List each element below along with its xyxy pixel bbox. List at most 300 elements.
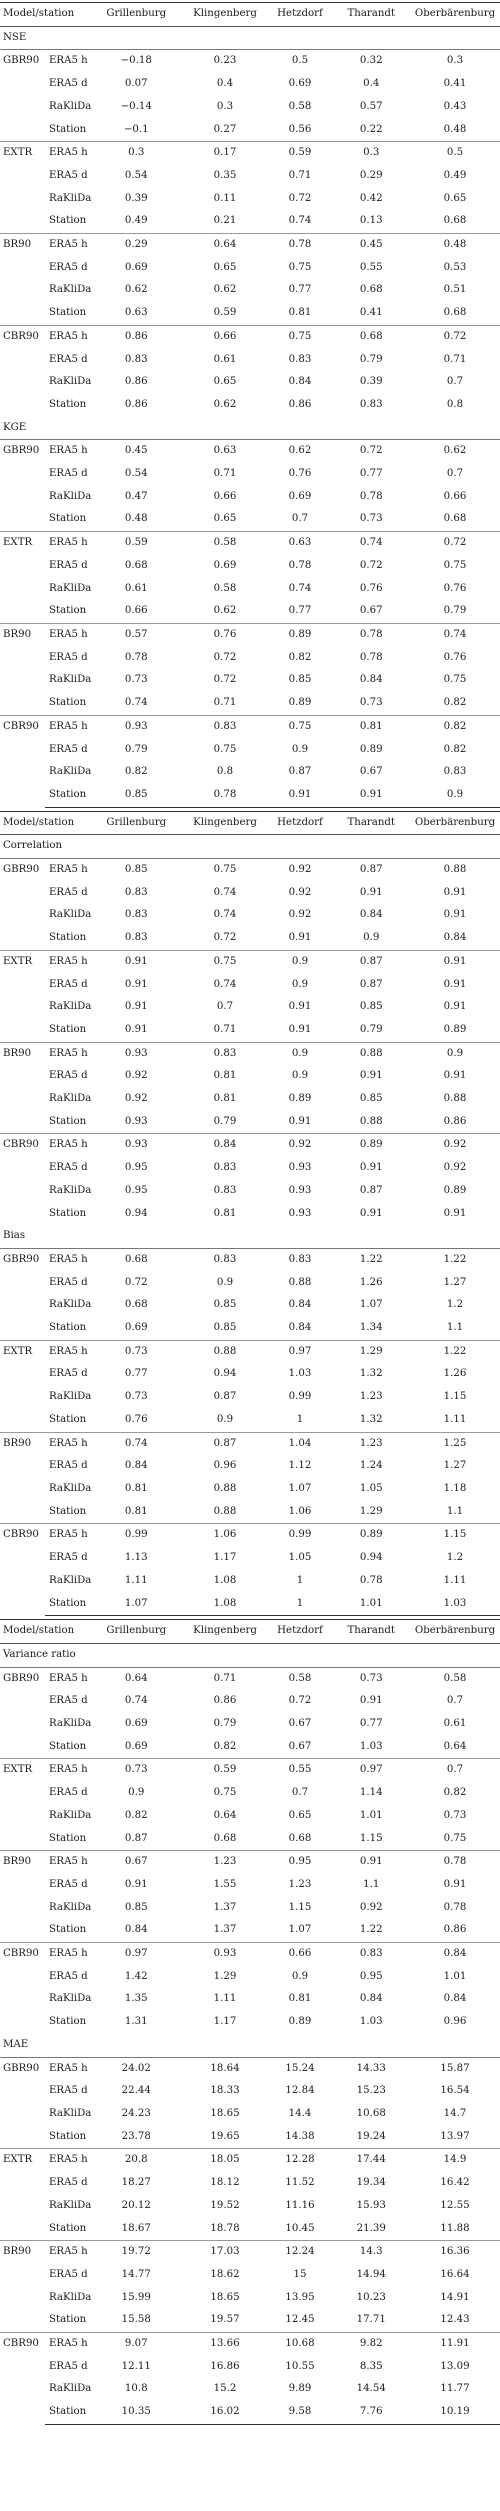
data-source: ERA5 h [45, 2241, 90, 2264]
value-cell: 20.12 [121, 2199, 151, 2211]
section-row [0, 835, 500, 859]
value-cell: 0.91 [359, 1207, 383, 1219]
value-cell: 1.22 [410, 1340, 500, 1363]
value-cell: 0.78 [124, 651, 148, 663]
header-station-name: Tharandt [333, 811, 411, 835]
value-cell: 0.84 [288, 1322, 312, 1334]
value-cell: 1.12 [288, 1460, 312, 1472]
value-cell: 0.48 [124, 513, 148, 525]
value-cell: 0.84 [359, 674, 383, 686]
model-name: GBR90 [3, 445, 40, 457]
value-cell: 1 [296, 1413, 304, 1425]
value-cell: 0.88 [213, 1483, 237, 1494]
model-name: GBR90 [3, 864, 40, 876]
value-cell: 15.87 [440, 2062, 470, 2074]
data-source: RaKliDa [49, 1901, 92, 1913]
data-source: Station [49, 1832, 87, 1844]
data-source: ERA5 h [49, 864, 88, 876]
value-cell: 0.65 [443, 192, 467, 204]
value-cell: 18.05 [183, 2149, 268, 2172]
value-cell: 24.23 [121, 2107, 151, 2119]
table-row [0, 927, 500, 950]
value-cell: 1.15 [410, 1524, 500, 1547]
value-cell: 1.03 [410, 1593, 500, 1616]
table-row [0, 394, 500, 417]
value-cell: 0.9 [268, 950, 333, 973]
value-cell: 0.89 [268, 623, 333, 646]
value-cell: 0.65 [213, 376, 237, 388]
value-cell: 0.89 [443, 1023, 467, 1035]
value-cell: 1.2 [446, 1299, 464, 1311]
value-cell: 0.9 [216, 1276, 234, 1288]
value-cell: 0.95 [124, 1162, 148, 1174]
value-cell: 0.77 [359, 1718, 383, 1730]
value-cell: 1.37 [213, 1901, 237, 1913]
table-row [0, 142, 500, 165]
value-cell: 0.22 [359, 123, 383, 135]
value-cell: 0.93 [124, 1115, 148, 1127]
header-station-name: Tharandt [333, 1620, 411, 1644]
value-cell: 0.81 [124, 1505, 148, 1517]
value-cell: 0.82 [213, 1740, 237, 1752]
value-cell: 0.92 [443, 1162, 467, 1174]
value-cell: 0.68 [213, 1832, 237, 1844]
value-cell: 0.57 [359, 100, 383, 112]
data-source: ERA5 h [45, 234, 90, 257]
value-cell: 0.83 [124, 886, 148, 898]
value-cell: 0.83 [213, 1253, 237, 1265]
value-cell: 0.91 [443, 1070, 467, 1082]
data-source: RaKliDa [49, 192, 92, 204]
value-cell: 16.02 [183, 2401, 268, 2424]
value-cell: 12.45 [285, 2314, 315, 2326]
value-cell: 0.68 [443, 513, 467, 525]
value-cell: 14.9 [410, 2149, 500, 2172]
value-cell: 0.69 [124, 1740, 148, 1752]
value-cell: 13.97 [440, 2130, 470, 2142]
value-cell: 1.29 [333, 1340, 411, 1363]
value-cell: 0.84 [288, 1299, 312, 1311]
model-name: GBR90 [3, 1253, 40, 1265]
value-cell: 1.01 [359, 1809, 383, 1821]
data-source: RaKliDa [49, 766, 92, 778]
header-station-name: Tharandt [333, 3, 411, 27]
value-cell: 0.93 [288, 1184, 312, 1196]
value-cell: 0.7 [216, 1001, 234, 1013]
value-cell: 0.55 [268, 1759, 333, 1782]
value-cell: 14.77 [121, 2268, 151, 2280]
value-cell: 9.89 [288, 2383, 312, 2395]
table-row [0, 859, 500, 882]
value-cell: 0.86 [443, 1924, 467, 1936]
value-cell: 0.23 [213, 55, 237, 67]
value-cell: 1.29 [213, 1970, 237, 1982]
value-cell: 0.56 [288, 123, 312, 135]
value-cell: 0.4 [363, 78, 380, 90]
value-cell: 0.79 [443, 605, 467, 617]
value-cell: 0.54 [124, 169, 148, 181]
value-cell: 19.24 [356, 2130, 386, 2142]
value-cell: 0.3 [216, 100, 234, 112]
table-row [0, 1455, 500, 1478]
value-cell: 0.69 [124, 1718, 148, 1730]
table-row [0, 1134, 500, 1157]
table-row [0, 669, 500, 692]
value-cell: 0.49 [124, 215, 148, 227]
table-row [0, 2287, 500, 2310]
value-cell: 1.15 [288, 1901, 312, 1913]
header-station-name: Oberbärenburg [410, 3, 500, 27]
table-row [0, 2309, 500, 2332]
table-row [0, 1713, 500, 1736]
value-cell: 14.54 [356, 2383, 386, 2395]
value-cell: 0.95 [124, 1184, 148, 1196]
value-cell: 0.69 [288, 490, 312, 502]
data-source: Station [49, 697, 87, 709]
value-cell: 0.39 [124, 192, 148, 204]
value-cell: 1.11 [443, 1413, 467, 1425]
section-title: Correlation [0, 835, 500, 859]
value-cell: 1.27 [443, 1460, 467, 1472]
value-cell: 0.7 [291, 513, 309, 525]
data-source: ERA5 d [49, 1460, 88, 1472]
table-row [0, 1690, 500, 1713]
value-cell: 0.72 [359, 445, 383, 457]
value-cell: 0.91 [124, 978, 148, 990]
value-cell: 0.61 [124, 582, 148, 594]
value-cell: 0.74 [288, 582, 312, 594]
table-row [0, 73, 500, 96]
header-model-station: Model/station [0, 811, 90, 835]
value-cell: 0.61 [213, 353, 237, 365]
section-row [0, 417, 500, 440]
value-cell: 0.87 [288, 766, 312, 778]
value-cell: 17.03 [183, 2241, 268, 2264]
value-cell: 0.93 [183, 1943, 268, 1966]
value-cell: 0.91 [443, 1001, 467, 1013]
value-cell: 14.91 [440, 2291, 470, 2303]
data-source: Station [49, 2314, 87, 2326]
value-cell: 0.86 [124, 398, 148, 410]
value-cell: 1.22 [359, 1924, 383, 1936]
value-cell: 0.57 [90, 623, 183, 646]
data-source: ERA5 d [49, 651, 88, 663]
value-cell: 0.9 [291, 1970, 309, 1982]
value-cell: 0.54 [124, 468, 148, 480]
value-cell: 0.91 [443, 1878, 467, 1890]
value-cell: 0.83 [124, 353, 148, 365]
value-cell: 0.97 [268, 1340, 333, 1363]
table-row [0, 996, 500, 1019]
data-source: ERA5 h [45, 1524, 90, 1547]
table-row [0, 1547, 500, 1570]
value-cell: 0.64 [213, 1809, 237, 1821]
value-cell: 0.74 [213, 978, 237, 990]
value-cell: 0.62 [288, 445, 312, 457]
value-cell: 0.82 [443, 697, 467, 709]
value-cell: 0.72 [213, 651, 237, 663]
value-cell: 0.88 [359, 1115, 383, 1127]
value-cell: 0.92 [268, 1134, 333, 1157]
table-row [0, 1570, 500, 1593]
value-cell: 0.66 [268, 1943, 333, 1966]
value-cell: 0.83 [213, 1184, 237, 1196]
value-cell: 14.7 [443, 2107, 467, 2119]
value-cell: 14.33 [356, 2062, 386, 2074]
data-source: RaKliDa [49, 582, 92, 594]
model-name: EXTR [0, 142, 45, 234]
header-row [0, 811, 500, 835]
data-source: Station [45, 1593, 90, 1616]
value-cell: 1.23 [333, 1432, 411, 1455]
value-cell: 12.28 [268, 2149, 333, 2172]
value-cell: 1.2 [446, 1552, 464, 1564]
table-row [0, 1157, 500, 1180]
header-station-name: Hetzdorf [268, 3, 333, 27]
model-name: EXTR [0, 1759, 45, 1851]
value-cell: 0.67 [288, 1718, 312, 1730]
table-row [0, 1088, 500, 1111]
value-cell: 0.68 [124, 1299, 148, 1311]
value-cell: 0.94 [213, 1368, 237, 1380]
value-cell: 0.88 [288, 1276, 312, 1288]
value-cell: 0.84 [443, 932, 467, 944]
value-cell: 0.89 [288, 697, 312, 709]
value-cell: 0.92 [124, 1093, 148, 1105]
table-row [0, 1019, 500, 1042]
data-source: ERA5 h [45, 950, 90, 973]
value-cell: 14.94 [356, 2268, 386, 2280]
value-cell: 1.42 [124, 1970, 148, 1982]
value-cell: 0.72 [359, 559, 383, 571]
data-source: ERA5 h [45, 715, 90, 738]
value-cell: 0.91 [359, 1695, 383, 1707]
header-station-name: Grillenburg [90, 3, 183, 27]
value-cell: 0.9 [291, 1070, 309, 1082]
value-cell: 0.83 [213, 1162, 237, 1174]
value-cell: 15.23 [356, 2085, 386, 2097]
value-cell: 0.48 [443, 123, 467, 135]
value-cell: 18.33 [210, 2085, 240, 2097]
value-cell: 0.97 [333, 1759, 411, 1782]
value-cell: 0.74 [213, 909, 237, 921]
data-source: RaKliDa [49, 1483, 92, 1494]
value-cell: 1.27 [443, 1276, 467, 1288]
data-source: RaKliDa [49, 1299, 92, 1311]
data-source: Station [49, 1740, 87, 1752]
data-source: RaKliDa [49, 376, 92, 388]
value-cell: 0.47 [124, 490, 148, 502]
value-cell: 0.72 [288, 1695, 312, 1707]
value-cell: 0.91 [333, 784, 411, 807]
value-cell: 1.29 [359, 1505, 383, 1517]
header-station-name: Hetzdorf [268, 811, 333, 835]
table-row [0, 623, 500, 646]
value-cell: 0.41 [359, 307, 383, 319]
value-cell: 16.64 [440, 2268, 470, 2280]
value-cell: 0.72 [410, 532, 500, 555]
value-cell: 0.83 [288, 353, 312, 365]
results-table [0, 2, 500, 808]
value-cell: 0.79 [213, 1718, 237, 1730]
value-cell: 0.76 [443, 651, 467, 663]
data-source: ERA5 d [49, 886, 88, 898]
value-cell: 0.83 [183, 1042, 268, 1065]
model-name: BR90 [0, 1432, 45, 1524]
value-cell: 0.75 [268, 715, 333, 738]
table-row [0, 2126, 500, 2149]
data-source: ERA5 d [49, 78, 88, 90]
value-cell: 0.99 [288, 1391, 312, 1403]
value-cell: 0.96 [443, 2016, 467, 2028]
section-row [0, 1225, 500, 1248]
value-cell: 0.75 [443, 674, 467, 686]
table-row [0, 96, 500, 119]
value-cell: 0.66 [443, 490, 467, 502]
data-source: Station [49, 513, 87, 525]
value-cell: 0.76 [359, 582, 383, 594]
value-cell: 16.42 [440, 2177, 470, 2189]
data-source: ERA5 d [49, 2360, 88, 2372]
table-row [0, 2011, 500, 2034]
value-cell: 1.26 [443, 1368, 467, 1380]
table-row [0, 1294, 500, 1317]
value-cell: 0.66 [213, 490, 237, 502]
data-source: Station [45, 784, 90, 807]
value-cell: 0.84 [288, 376, 312, 388]
table-row [0, 1759, 500, 1782]
value-cell: 19.72 [90, 2241, 183, 2264]
data-source: ERA5 h [45, 1432, 90, 1455]
value-cell: 0.91 [359, 886, 383, 898]
value-cell: −0.1 [123, 123, 149, 135]
section-title: NSE [0, 26, 500, 50]
value-cell: 0.5 [291, 55, 309, 67]
value-cell: 0.43 [443, 100, 467, 112]
value-cell: 1.23 [183, 1851, 268, 1874]
value-cell: 1.01 [333, 1593, 411, 1616]
value-cell: 0.83 [124, 932, 148, 944]
value-cell: 10.45 [285, 2222, 315, 2234]
model-name: CBR90 [0, 2333, 45, 2425]
data-source: RaKliDa [49, 1718, 92, 1730]
data-source: Station [49, 307, 87, 319]
table-row [0, 1340, 500, 1363]
table-row [0, 325, 500, 348]
data-source: RaKliDa [49, 674, 92, 686]
table-row [0, 188, 500, 211]
table-row [0, 1966, 500, 1989]
value-cell: 0.83 [359, 398, 383, 410]
data-source: ERA5 h [45, 2149, 90, 2172]
table-row [0, 882, 500, 905]
table-row [0, 2080, 500, 2103]
value-cell: 0.58 [183, 532, 268, 555]
value-cell: 0.91 [124, 1878, 148, 1890]
header-station-name: Oberbärenburg [410, 811, 500, 835]
value-cell: 10.68 [268, 2333, 333, 2356]
value-cell: 0.7 [410, 1759, 500, 1782]
value-cell: 0.78 [359, 651, 383, 663]
value-cell: 0.21 [213, 215, 237, 227]
data-source: Station [49, 1115, 87, 1127]
value-cell: 8.35 [359, 2360, 383, 2372]
table-row [0, 1363, 500, 1386]
value-cell: 0.3 [90, 142, 183, 165]
value-cell: 0.77 [288, 284, 312, 296]
model-name: CBR90 [0, 1524, 45, 1616]
value-cell: 0.84 [410, 1943, 500, 1966]
value-cell: 0.87 [359, 864, 383, 876]
value-cell: 0.13 [359, 215, 383, 227]
value-cell: 0.55 [359, 261, 383, 273]
value-cell: 1.07 [359, 1299, 383, 1311]
table-row [0, 647, 500, 670]
value-cell: 15.24 [285, 2062, 315, 2074]
header-station-name: Oberbärenburg [410, 1620, 500, 1644]
table-row [0, 2149, 500, 2172]
model-name: EXTR [0, 1340, 45, 1432]
value-cell: 0.29 [359, 169, 383, 181]
section-title: KGE [0, 417, 500, 440]
table-row [0, 234, 500, 257]
model-name: GBR90 [3, 2062, 40, 2074]
value-cell: 10.55 [285, 2360, 315, 2372]
value-cell: 0.91 [288, 1115, 312, 1127]
value-cell: 7.76 [333, 2401, 411, 2424]
value-cell: 0.67 [90, 1851, 183, 1874]
value-cell: 1.13 [124, 1552, 148, 1564]
value-cell: 0.65 [288, 1809, 312, 1821]
table-row [0, 1874, 500, 1897]
data-source: ERA5 h [49, 2062, 88, 2074]
value-cell: 0.85 [213, 1299, 237, 1311]
value-cell: 0.95 [268, 1851, 333, 1874]
data-source: ERA5 d [49, 1276, 88, 1288]
data-source: ERA5 d [49, 743, 88, 755]
value-cell: 0.92 [288, 886, 312, 898]
table-row [0, 1805, 500, 1828]
value-cell: 0.94 [359, 1552, 383, 1564]
section-title: Variance ratio [0, 1643, 500, 1667]
value-cell: 1.05 [359, 1483, 383, 1494]
table-row [0, 463, 500, 486]
table-row [0, 1943, 500, 1966]
value-cell: 1 [268, 1593, 333, 1616]
value-cell: 1 [296, 1574, 304, 1586]
value-cell: 0.68 [443, 215, 467, 227]
table-row [0, 739, 500, 762]
data-source: Station [49, 1505, 87, 1517]
value-cell: 16.86 [210, 2360, 240, 2372]
data-source: RaKliDa [49, 284, 92, 296]
value-cell: 15.93 [356, 2199, 386, 2211]
value-cell: 1.07 [90, 1593, 183, 1616]
value-cell: 14.38 [285, 2130, 315, 2142]
data-source: Station [49, 1924, 87, 1936]
value-cell: 0.29 [90, 234, 183, 257]
value-cell: 0.85 [213, 1322, 237, 1334]
data-source: ERA5 h [45, 142, 90, 165]
value-cell: 0.72 [288, 192, 312, 204]
value-cell: 0.17 [183, 142, 268, 165]
value-cell: 0.91 [288, 1001, 312, 1013]
value-cell: 0.89 [333, 1134, 411, 1157]
table-row [0, 2195, 500, 2218]
model-name: BR90 [0, 234, 45, 326]
value-cell: 0.9 [291, 978, 309, 990]
value-cell: 11.77 [440, 2383, 470, 2395]
